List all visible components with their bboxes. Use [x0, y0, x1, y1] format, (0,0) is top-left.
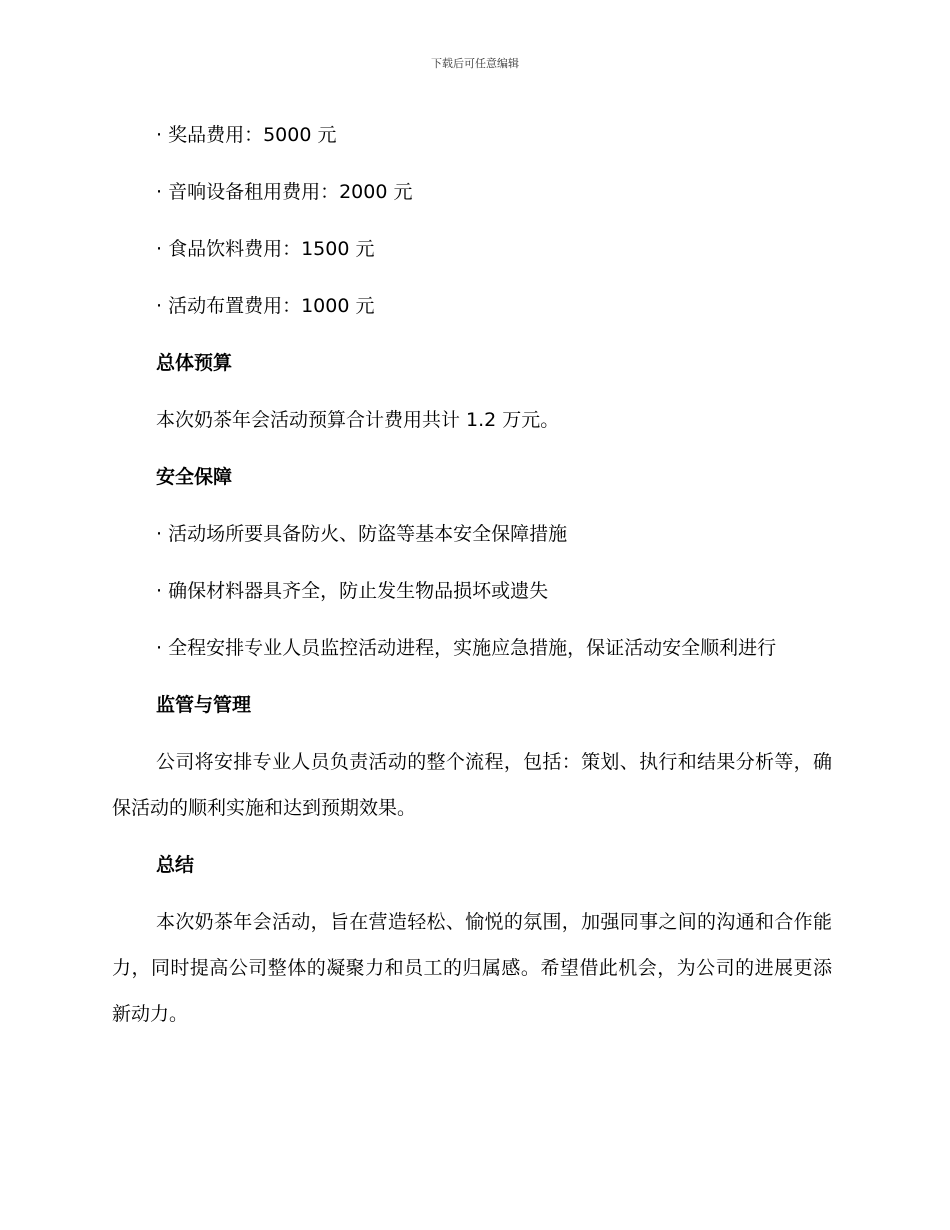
paragraph-supervision: 公司将安排专业人员负责活动的整个流程，包括：策划、执行和结果分析等，确保活动的顺利实施和达到预期效果。	[112, 751, 832, 819]
bullet-prize-cost: · 奖品费用：5000 元	[156, 124, 337, 146]
heading-summary: 总结	[156, 854, 195, 876]
bullet-equipment-complete: · 确保材料器具齐全，防止发生物品损坏或遗失	[156, 580, 549, 602]
heading-supervision: 监管与管理	[156, 694, 252, 716]
document-body	[112, 112, 832, 1048]
bullet-venue-safety: · 活动场所要具备防火、防盗等基本安全保障措施	[156, 523, 568, 545]
bullet-decoration-cost: · 活动布置费用：1000 元	[156, 295, 375, 317]
heading-total-budget: 总体预算	[156, 352, 233, 374]
page-header-note: 下载后可任意编辑	[431, 57, 519, 70]
paragraph-total-budget: 本次奶茶年会活动预算合计费用共计 1.2 万元。	[156, 409, 560, 431]
heading-safety: 安全保障	[156, 466, 233, 488]
bullet-food-drink-cost: · 食品饮料费用：1500 元	[156, 238, 375, 260]
bullet-staff-monitoring: · 全程安排专业人员监控活动进程，实施应急措施，保证活动安全顺利进行	[156, 637, 777, 659]
paragraph-summary: 本次奶茶年会活动，旨在营造轻松、愉悦的氛围，加强同事之间的沟通和合作能力，同时提高公司整体的凝聚力和员工的归属感。希望借此机会，为公司的进展更添新动力。	[112, 911, 832, 1025]
bullet-audio-rental-cost: · 音响设备租用费用：2000 元	[156, 181, 413, 203]
